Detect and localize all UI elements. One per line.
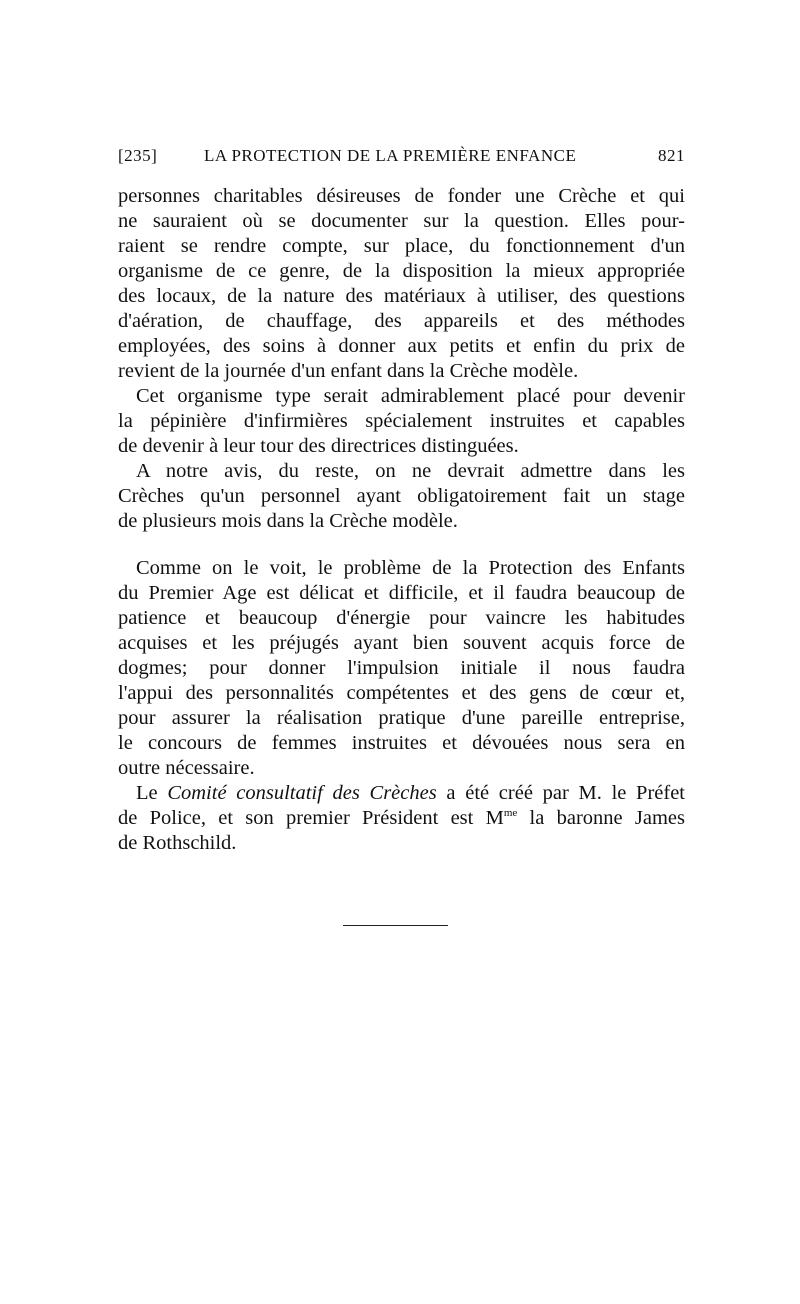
text-line: employées, des soins à donner aux petits et enfin du prix de xyxy=(118,335,685,357)
text-line: la pépinière d'infirmières spécialement instruites et capables xyxy=(118,410,685,432)
section-reference: [235] xyxy=(118,146,158,165)
end-rule-divider xyxy=(343,925,448,926)
text-line: revient de la journée d'un enfant dans la Crèche modèle. xyxy=(118,360,579,382)
text-line: de devenir à leur tour des directrices distinguées. xyxy=(118,435,519,457)
text-line: du Premier Age est délicat et difficile, et il faudra beaucoup de xyxy=(118,582,685,604)
text-line: personnes charitables désireuses de fonder une Crèche et qui xyxy=(118,185,685,207)
text-line: ne sauraient où se documenter sur la question. Elles pour- xyxy=(118,210,685,232)
text-line: des locaux, de la nature des matériaux à utiliser, des questions xyxy=(118,285,685,307)
text-run: de Police, et son premier Président est M xyxy=(118,807,504,829)
text-line: de plusieurs mois dans la Crèche modèle. xyxy=(118,510,458,532)
text-run: a été créé par M. le Préfet xyxy=(436,782,686,804)
text-line: Cet organisme type serait admirablement placé pour devenir xyxy=(136,385,685,407)
text-line: l'appui des personnalités compétentes et des gens de cœur et, xyxy=(118,682,685,704)
text-line: organisme de ce genre, de la disposition la mieux appropriée xyxy=(118,260,685,282)
body-text-section-1 xyxy=(118,184,685,534)
text-line: acquises et les préjugés ayant bien souvent acquis force de xyxy=(118,632,685,654)
page-number: 821 xyxy=(658,146,685,165)
text-run: Le xyxy=(136,782,168,804)
text-line: Crèches qu'un personnel ayant obligatoirement fait un stage xyxy=(118,485,685,507)
text-line: outre nécessaire. xyxy=(118,757,255,779)
abbreviation-superscript: me xyxy=(503,807,518,820)
text-line: d'aération, de chauffage, des appareils et des méthodes xyxy=(118,310,685,332)
text-line-president xyxy=(118,806,685,831)
running-title: LA PROTECTION DE LA PREMIÈRE ENFANCE xyxy=(204,146,577,165)
text-line: dogmes; pour donner l'impulsion initiale il nous faudra xyxy=(118,657,685,679)
running-header xyxy=(118,146,685,170)
text-line: A notre avis, du reste, on ne devrait admettre dans les xyxy=(136,460,685,482)
text-run: la baronne James xyxy=(517,807,685,829)
italic-title: Comité consultatif des Crèches xyxy=(167,782,437,804)
text-line: patience et beaucoup d'énergie pour vaincre les habitudes xyxy=(118,607,685,629)
text-line: pour assurer la réalisation pratique d'une pareille entreprise, xyxy=(118,707,685,729)
text-line-comite xyxy=(118,781,685,806)
text-line: Comme on le voit, le problème de la Protection des Enfants xyxy=(136,557,685,579)
text-line: le concours de femmes instruites et dévouées nous sera en xyxy=(118,732,685,754)
text-line: de Rothschild. xyxy=(118,832,237,854)
body-text-section-2 xyxy=(118,556,685,856)
text-line: raient se rendre compte, sur place, du fonctionnement d'un xyxy=(118,235,685,257)
